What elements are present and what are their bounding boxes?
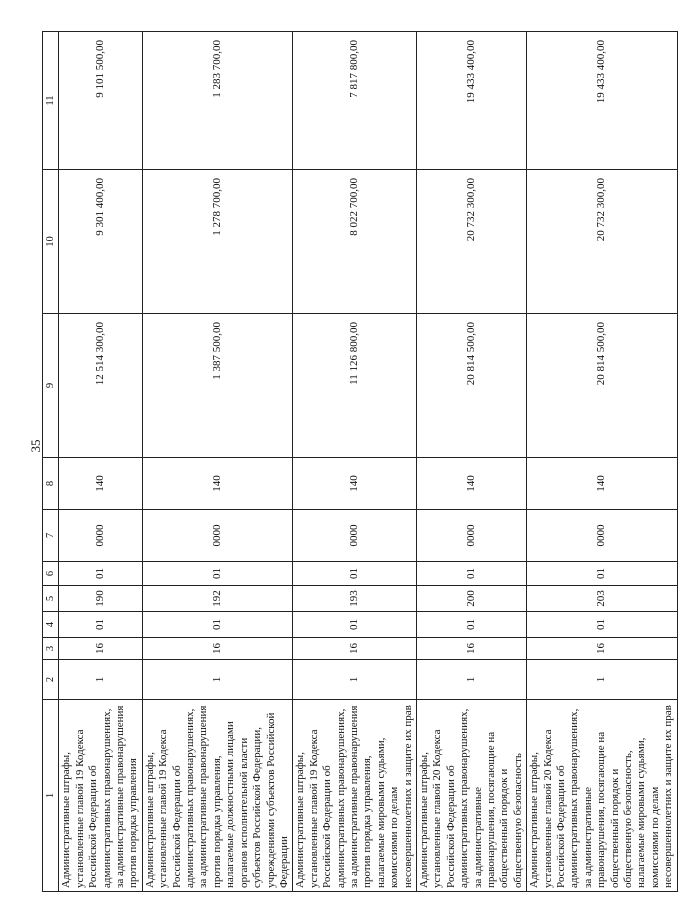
cell-c7: 0000 bbox=[293, 510, 417, 562]
col-header: 2 bbox=[43, 660, 59, 700]
cell-c10: 20 732 300,00 bbox=[527, 170, 677, 314]
cell-c5: 190 bbox=[59, 586, 142, 612]
col-header: 6 bbox=[43, 562, 59, 586]
cell-c4: 01 bbox=[527, 612, 677, 638]
cell-c10: 1 278 700,00 bbox=[142, 170, 292, 314]
cell-c4: 01 bbox=[142, 612, 292, 638]
cell-c4: 01 bbox=[59, 612, 142, 638]
cell-c3: 16 bbox=[142, 638, 292, 660]
cell-c11: 1 283 700,00 bbox=[142, 32, 292, 170]
col-header: 7 bbox=[43, 510, 59, 562]
cell-c7: 0000 bbox=[142, 510, 292, 562]
row-name: Административные штрафы, установленные главой 20 Кодекса Российской Федерации об административных правонарушениях, за административные правонарушения, посягающие на общественный порядок и общественную безопасность bbox=[416, 700, 526, 892]
cell-c11: 19 433 400,00 bbox=[416, 32, 526, 170]
cell-c6: 01 bbox=[59, 562, 142, 586]
cell-c2: 1 bbox=[527, 660, 677, 700]
col-header: 9 bbox=[43, 314, 59, 458]
table-row bbox=[527, 32, 677, 892]
cell-c8: 140 bbox=[293, 458, 417, 510]
row-name: Административные штрафы, установленные главой 19 Кодекса Российской Федерации об административных правонарушениях, за административные правонарушения против порядка управления, налагаемые мировыми судьями, комиссиями по делам несовершеннолетних и защите их прав bbox=[293, 700, 417, 892]
cell-c6: 01 bbox=[416, 562, 526, 586]
cell-c9: 12 514 300,00 bbox=[59, 314, 142, 458]
cell-c8: 140 bbox=[527, 458, 677, 510]
cell-c2: 1 bbox=[59, 660, 142, 700]
cell-c6: 01 bbox=[293, 562, 417, 586]
cell-c2: 1 bbox=[142, 660, 292, 700]
cell-c10: 20 732 300,00 bbox=[416, 170, 526, 314]
col-header: 11 bbox=[43, 32, 59, 170]
cell-c9: 20 814 500,00 bbox=[416, 314, 526, 458]
cell-c11: 7 817 800,00 bbox=[293, 32, 417, 170]
cell-c5: 200 bbox=[416, 586, 526, 612]
cell-c7: 0000 bbox=[527, 510, 677, 562]
cell-c4: 01 bbox=[416, 612, 526, 638]
table-row bbox=[59, 32, 142, 892]
col-header: 1 bbox=[43, 700, 59, 892]
cell-c3: 16 bbox=[293, 638, 417, 660]
cell-c10: 8 022 700,00 bbox=[293, 170, 417, 314]
row-name: Административные штрафы, установленные главой 20 Кодекса Российской Федерации об административных правонарушениях, за административные правонарушения, посягающие на общественный порядок и общественную безопасность, налагаемые мировыми судьями, комиссиями по делам несовершеннолетних и защите их прав bbox=[527, 700, 677, 892]
cell-c11: 19 433 400,00 bbox=[527, 32, 677, 170]
budget-table bbox=[42, 31, 678, 892]
cell-c9: 11 126 800,00 bbox=[293, 314, 417, 458]
cell-c8: 140 bbox=[416, 458, 526, 510]
cell-c7: 0000 bbox=[416, 510, 526, 562]
cell-c10: 9 301 400,00 bbox=[59, 170, 142, 314]
cell-c9: 1 387 500,00 bbox=[142, 314, 292, 458]
cell-c8: 140 bbox=[59, 458, 142, 510]
col-header: 3 bbox=[43, 638, 59, 660]
cell-c5: 203 bbox=[527, 586, 677, 612]
header-row bbox=[43, 32, 59, 892]
col-header: 4 bbox=[43, 612, 59, 638]
cell-c3: 16 bbox=[59, 638, 142, 660]
cell-c7: 0000 bbox=[59, 510, 142, 562]
cell-c9: 20 814 500,00 bbox=[527, 314, 677, 458]
cell-c5: 192 bbox=[142, 586, 292, 612]
cell-c4: 01 bbox=[293, 612, 417, 638]
page-number: 35 bbox=[28, 439, 43, 453]
table-row bbox=[142, 32, 292, 892]
cell-c3: 16 bbox=[527, 638, 677, 660]
cell-c3: 16 bbox=[416, 638, 526, 660]
col-header: 10 bbox=[43, 170, 59, 314]
cell-c5: 193 bbox=[293, 586, 417, 612]
cell-c8: 140 bbox=[142, 458, 292, 510]
row-name: Административные штрафы, установленные главой 19 Кодекса Российской Федерации об административных правонарушениях, за административные правонарушения против порядка управления bbox=[59, 700, 142, 892]
cell-c6: 01 bbox=[142, 562, 292, 586]
cell-c2: 1 bbox=[416, 660, 526, 700]
col-header: 5 bbox=[43, 586, 59, 612]
table-row bbox=[293, 32, 417, 892]
rotated-page bbox=[42, 32, 675, 892]
col-header: 8 bbox=[43, 458, 59, 510]
cell-c11: 9 101 500,00 bbox=[59, 32, 142, 170]
row-name: Административные штрафы, установленные главой 19 Кодекса Российской Федерации об административных правонарушениях, за административные правонарушения против порядка управления, налагаемые должностными лицами органов исполнительной власти субъектов Российской Федерации, учреждениями субъектов Российской Федерации bbox=[142, 700, 292, 892]
cell-c6: 01 bbox=[527, 562, 677, 586]
cell-c2: 1 bbox=[293, 660, 417, 700]
table-row bbox=[416, 32, 526, 892]
